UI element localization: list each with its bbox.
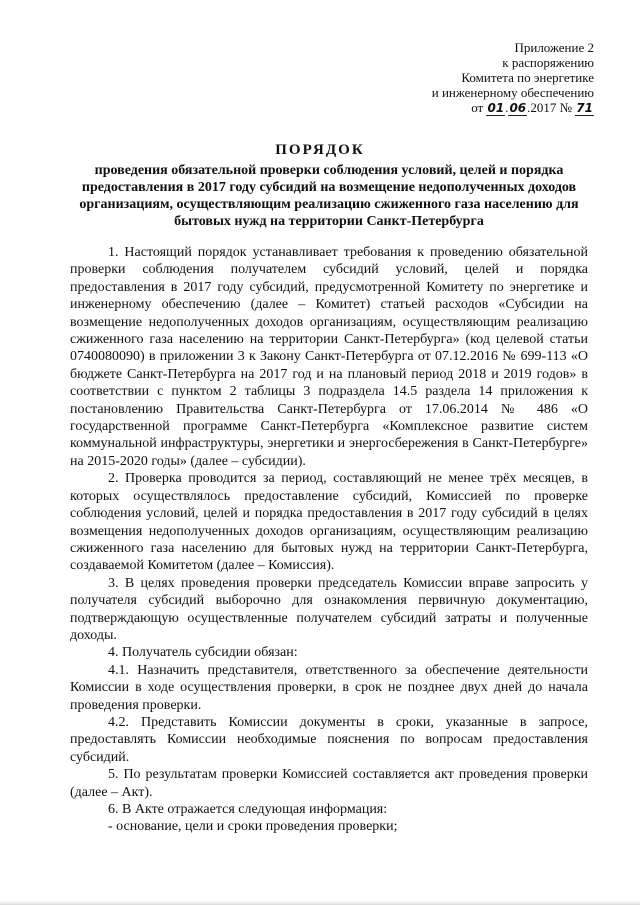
paragraph: - основание, цели и сроки проведения проверки; xyxy=(108,819,398,835)
paragraph: 4.1. Назначить представителя, ответственного за обеспечение деятельности Комиссии в ходе осуществления проверки, в срок не позднее двух дней до начала проведения проверки. xyxy=(70,662,588,713)
appendix-line: и инженерному обеспечению xyxy=(431,85,594,100)
paragraph: 2. Проверка проводится за период, составляющий не менее трёх месяцев, в которых осуществлялось предоставление субсидий, Комиссией по проверке соблюдения условий, целей и порядка предоставления в 2017 году субсидий в целях возмещения недополученных доходов организациям, осуществляющим реализацию сжиженного газа населению для бытовых нужд на территории Санкт-Петербурга, создаваемой Комитетом (далее – Комиссия). xyxy=(70,471,588,574)
page-edge-shadow xyxy=(0,901,640,905)
date-prefix: от xyxy=(471,100,484,115)
handwritten-month: 06 xyxy=(509,101,527,115)
date-year: .2017 № xyxy=(527,100,573,115)
appendix-date-line: от 01.06.2017 № 71 xyxy=(471,100,593,115)
document-subtitle: проведения обязательной проверки соблюдения условий, целей и порядка предоставления в 2017 году субсидий на возмещение недополученных доходов организациям, осуществляющим реализацию сжиженного газа населению для бытовых нужд на территории Санкт-Петербурга xyxy=(79,163,579,229)
appendix-line: Приложение 2 xyxy=(514,40,594,55)
appendix-line: к распоряжению xyxy=(502,55,594,70)
document-title: ПОРЯДОК xyxy=(275,142,365,158)
handwritten-day: 01 xyxy=(487,101,505,115)
appendix-line: Комитета по энергетике xyxy=(461,70,594,85)
document-body xyxy=(70,244,588,836)
paragraph: 4.2. Представить Комиссии документы в сроки, указанные в запросе, предоставлять Комиссии необходимые пояснения по вопросам предоставления субсидий. xyxy=(70,714,588,765)
paragraph: 4. Получатель субсидии обязан: xyxy=(108,645,298,661)
paragraph: 6. В Акте отражается следующая информация: xyxy=(108,802,388,817)
paragraph: 1. Настоящий порядок устанавливает требования к проведению обязательной проверки соблюдения получателем субсидий условий, целей и порядка предоставления в 2017 году субсидий, предусмотренной Комитету по энергетике и инженерному обеспечению (далее – Комитет) статьей расходов «Субсидии на возмещение недополученных доходов организациям, осуществляющим реализацию сжиженного газа населению на территории Санкт-Петербурга» (код целевой статьи 0740080090) в приложении 3 к Закону Санкт-Петербурга от 07.12.2016 № 699-113 «О бюджете Санкт-Петербурга на 2017 год и на плановый период 2018 и 2019 годов» в соответствии с пунктом 2 таблицы 3 подраздела 14.5 раздела 14 приложения к постановлению Правительства Санкт-Петербурга от 17.06.2014 № 486 «О государственной программе Санкт-Петербурга «Комплексное развитие систем коммунальной инфраструктуры, энергетики и энергосбережения в Санкт-Петербурге» на 2015-2020 годы» (далее – субсидии). xyxy=(70,245,588,469)
paragraph: 3. В целях проведения проверки председатель Комиссии вправе запросить у получателя субсидий выборочно для ознакомления первичную документацию, подтверждающую осуществленные получателем субсидий затраты и полученные доходы. xyxy=(70,575,588,643)
paragraph: 5. По результатам проверки Комиссией составляется акт проведения проверки (далее – Акт). xyxy=(70,767,588,800)
appendix-header xyxy=(432,40,594,116)
handwritten-number: 71 xyxy=(576,101,593,115)
